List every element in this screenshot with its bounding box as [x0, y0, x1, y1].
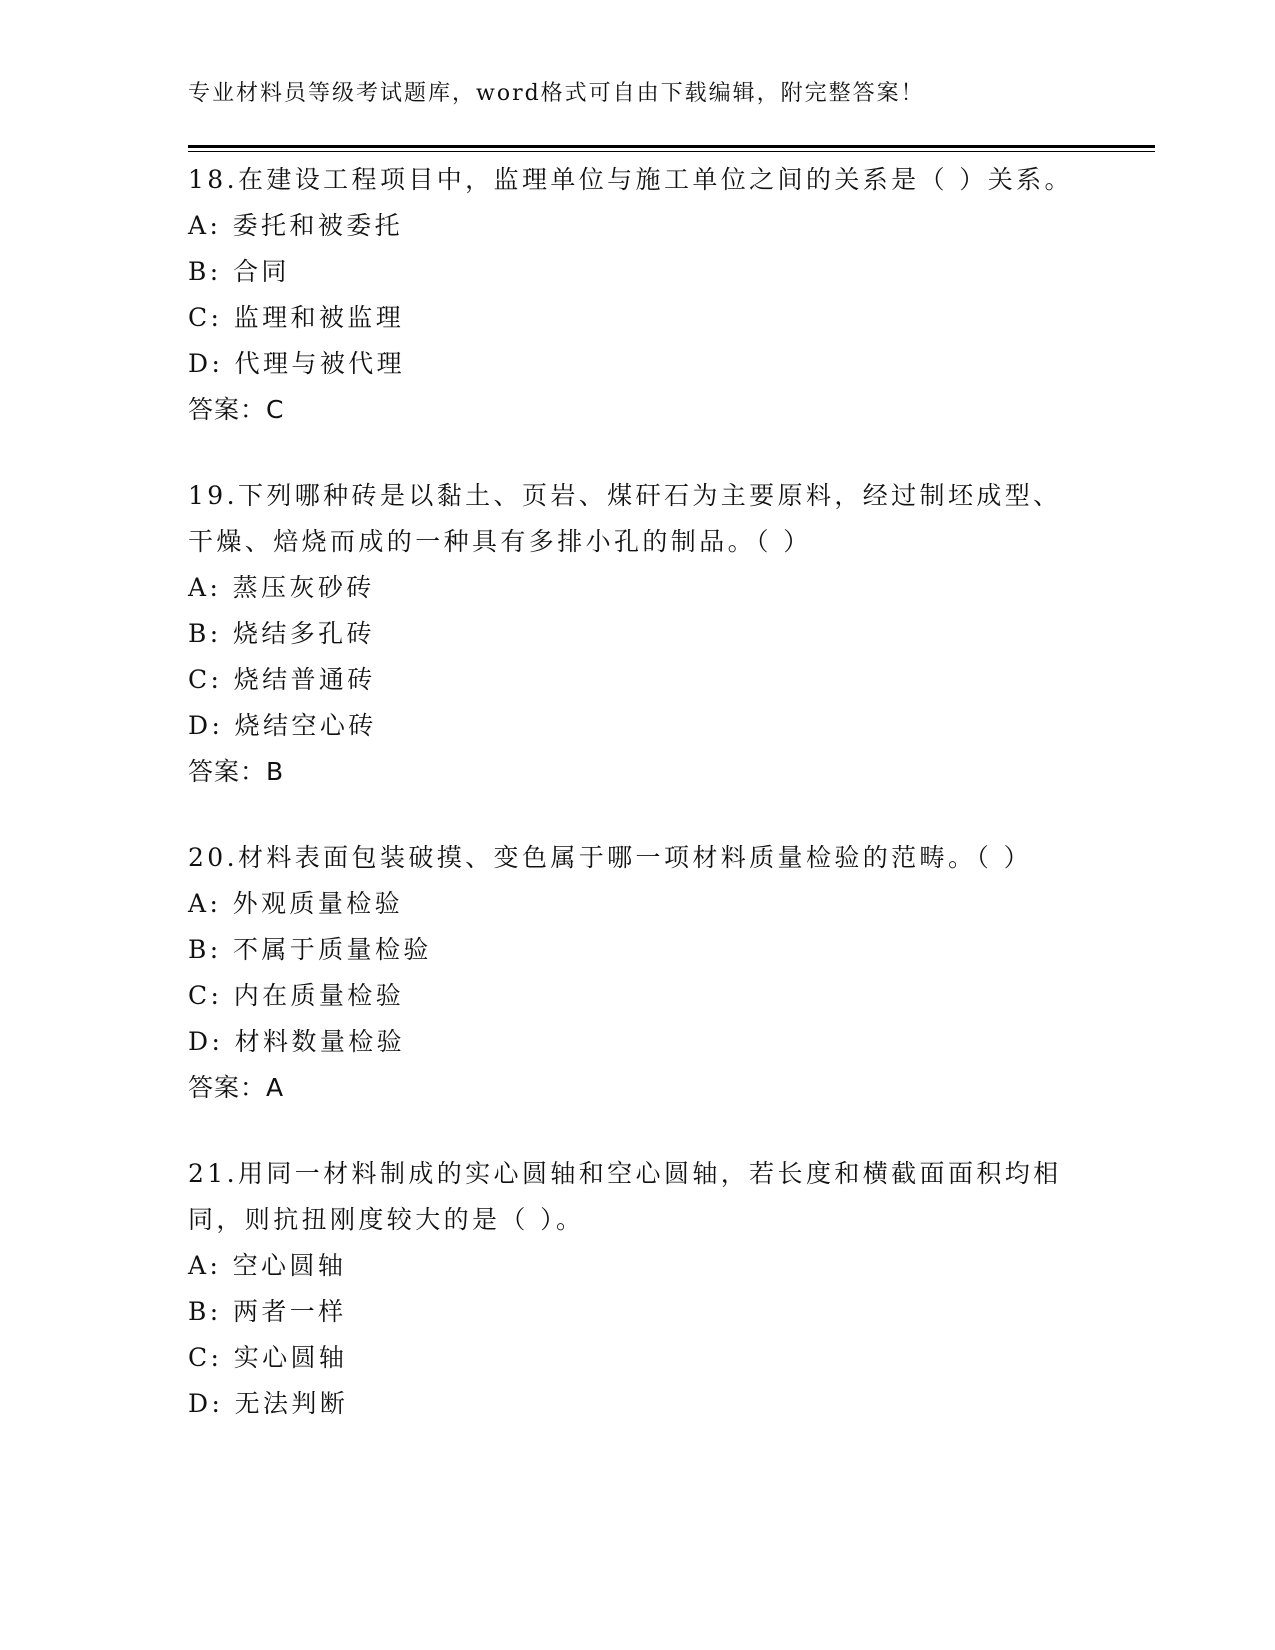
page-header: 专业材料员等级考试题库，word格式可自由下载编辑，附完整答案！	[188, 81, 925, 106]
option-c: C: 实心圆轴	[188, 1343, 348, 1372]
header-divider-thick	[188, 145, 1155, 148]
question-18	[188, 157, 1088, 433]
question-list	[188, 157, 1088, 1467]
question-20	[188, 835, 1088, 1111]
option-a: A: 外观质量检验	[188, 889, 404, 918]
option-d: D: 无法判断	[188, 1389, 349, 1418]
header-divider-thin	[188, 151, 1155, 152]
option-b: B: 烧结多孔砖	[188, 619, 375, 648]
option-b: B: 不属于质量检验	[188, 935, 432, 964]
answer-line: 答案：B	[188, 757, 285, 786]
question-21	[188, 1151, 1088, 1427]
option-a: A: 空心圆轴	[188, 1251, 347, 1280]
option-a: A: 蒸压灰砂砖	[188, 573, 375, 602]
option-c: C: 内在质量检验	[188, 981, 405, 1010]
option-d: D: 材料数量检验	[188, 1027, 406, 1056]
option-c: C: 监理和被监理	[188, 303, 405, 332]
option-a: A: 委托和被委托	[188, 211, 404, 240]
option-d: D: 烧结空心砖	[188, 711, 377, 740]
question-stem: 21.用同一材料制成的实心圆轴和空心圆轴，若长度和横截面面积均相同，则抗扭刚度较大的是（ ）。	[188, 1159, 1062, 1234]
option-c: C: 烧结普通砖	[188, 665, 376, 694]
answer-line: 答案：C	[188, 395, 285, 424]
question-stem: 19.下列哪种砖是以黏土、页岩、煤矸石为主要原料，经过制坯成型、干燥、焙烧而成的一种具有多排小孔的制品。（ ）	[188, 481, 1062, 556]
option-b: B: 两者一样	[188, 1297, 347, 1326]
option-d: D: 代理与被代理	[188, 349, 406, 378]
answer-line: 答案：A	[188, 1073, 285, 1102]
option-b: B: 合同	[188, 257, 290, 286]
question-stem: 18.在建设工程项目中，监理单位与施工单位之间的关系是（ ）关系。	[188, 165, 1073, 194]
question-stem: 20.材料表面包装破摸、变色属于哪一项材料质量检验的范畴。（ ）	[188, 843, 1033, 872]
question-19	[188, 473, 1088, 795]
